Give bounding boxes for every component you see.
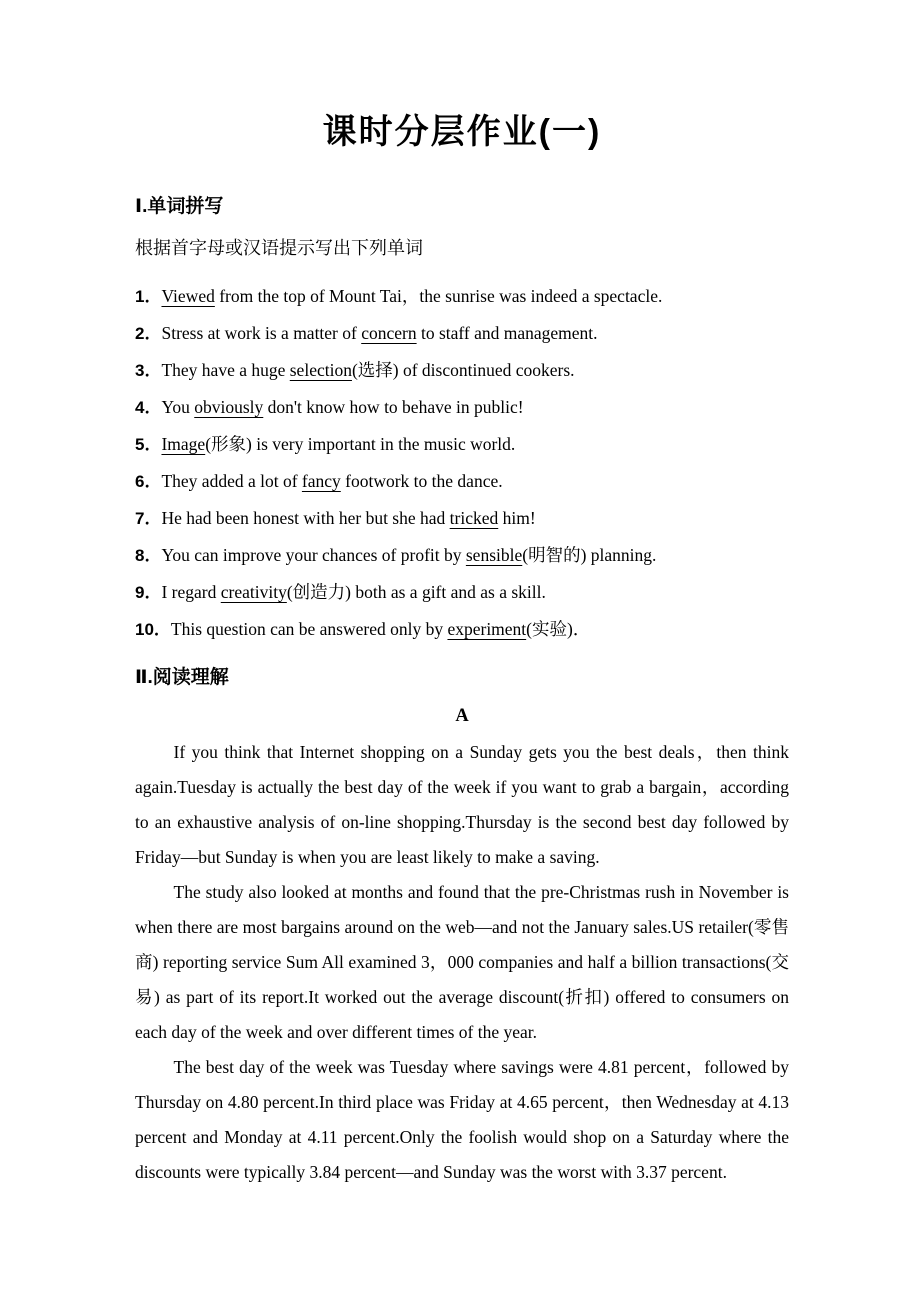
answer-word: fancy xyxy=(301,471,341,491)
answer-word: selection xyxy=(289,360,352,380)
passage xyxy=(135,735,789,1190)
answer-word: concern xyxy=(361,323,417,343)
vocab-item xyxy=(135,389,789,426)
vocab-item xyxy=(135,278,789,315)
vocab-instruction: 根据首字母或汉语提示写出下列单词 xyxy=(135,238,423,258)
passage-paragraph: The best day of the week was Tuesday where savings were 4.81 percent，followed by Thursday on 4.80 percent.In third place was Friday at 4.65 percent，then Wednesday at 4.13 percent and Monday at 4.11 percent.Only the foolish would shop on a Saturday where the discounts were typically 3.84 percent—and Sunday was the worst with 3.37 percent. xyxy=(135,1057,789,1182)
item-text: I regard creativity(创造力) both as a gift and as a skill. xyxy=(161,582,546,602)
answer-word: sensible xyxy=(465,545,523,565)
vocab-item xyxy=(135,463,789,500)
section-vocabulary xyxy=(135,191,789,648)
answer-word: Viewed xyxy=(161,286,215,306)
vocab-list xyxy=(135,278,789,648)
section-reading xyxy=(135,662,789,1190)
item-number: 2． xyxy=(135,324,162,343)
item-text: Viewed from the top of Mount Tai，the sunrise was indeed a spectacle. xyxy=(161,286,663,306)
page-title: 课时分层作业(一) xyxy=(322,113,602,151)
vocab-item xyxy=(135,611,789,648)
vocab-item xyxy=(135,426,789,463)
vocab-item xyxy=(135,574,789,611)
item-number: 5． xyxy=(135,435,162,454)
item-text: This question can be answered only by experiment(实验)． xyxy=(170,619,591,639)
reading-section-heading: Ⅱ.阅读理解 xyxy=(135,667,229,688)
item-number: 10． xyxy=(135,620,171,639)
item-text: They added a lot of fancy footwork to the dance. xyxy=(161,471,503,491)
vocab-item xyxy=(135,352,789,389)
passage-paragraph: The study also looked at months and found that the pre-Christmas rush in November is when there are most bargains around on the web—and not the January sales.US retailer(零售商) reporting service Sum All examined 3，000 companies and half a billion transactions(交易) as part of its report.It worked out the average discount(折扣) offered to consumers on each day of the week and over different times of the year. xyxy=(135,882,789,1042)
passage-paragraph: If you think that Internet shopping on a Sunday gets you the best deals，then think again.Tuesday is actually the best day of the week if you want to grab a bargain，according to an exhaustive analysis of on-line shopping.Thursday is the second best day followed by Friday—but Sunday is when you are least likely to make a saving. xyxy=(135,742,789,867)
item-text: They have a huge selection(选择) of discontinued cookers. xyxy=(161,360,575,380)
passage-label: A xyxy=(455,706,469,726)
item-text: Image(形象) is very important in the music world. xyxy=(161,434,516,454)
item-number: 3． xyxy=(135,361,162,380)
vocab-item xyxy=(135,500,789,537)
vocab-section-heading: Ⅰ.单词拼写 xyxy=(135,196,224,217)
item-text: You obviously don't know how to behave in public! xyxy=(161,397,524,417)
item-text: You can improve your chances of profit by sensible(明智的) planning. xyxy=(161,545,657,565)
vocab-item xyxy=(135,315,789,352)
item-text: He had been honest with her but she had tricked him! xyxy=(161,508,536,528)
answer-word: tricked xyxy=(449,508,499,528)
answer-word: experiment xyxy=(447,619,527,639)
item-number: 4． xyxy=(135,398,162,417)
item-number: 9． xyxy=(135,583,162,602)
item-text: Stress at work is a matter of concern to staff and management. xyxy=(161,323,598,343)
vocab-item xyxy=(135,537,789,574)
item-number: 6． xyxy=(135,472,162,491)
item-number: 7． xyxy=(135,509,162,528)
answer-word: creativity xyxy=(220,582,287,602)
item-number: 8． xyxy=(135,546,162,565)
item-number: 1． xyxy=(135,287,162,306)
answer-word: Image xyxy=(161,434,206,454)
answer-word: obviously xyxy=(194,397,264,417)
